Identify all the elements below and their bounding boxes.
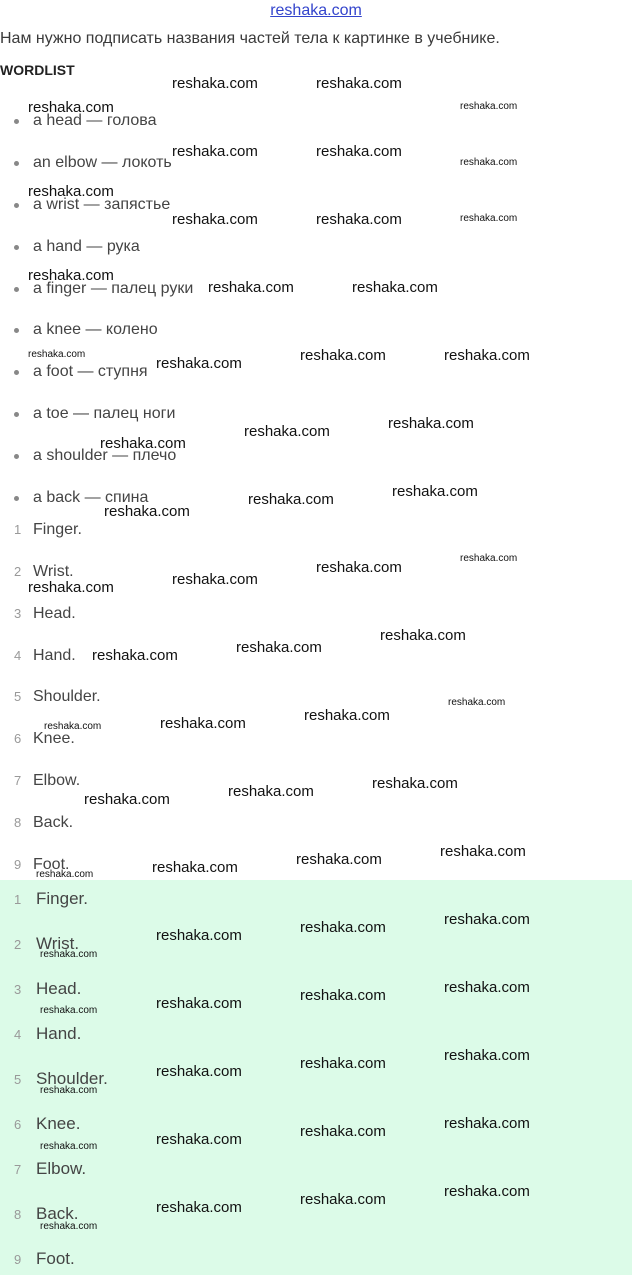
bullet-icon: [14, 161, 19, 166]
bullet-icon: [14, 287, 19, 292]
watermark: reshaka.com: [172, 75, 258, 92]
watermark: reshaka.com: [444, 911, 530, 928]
wordlist-heading: WORDLIST: [0, 62, 75, 78]
watermark: reshaka.com: [228, 783, 314, 800]
watermark: reshaka.com: [156, 1063, 242, 1080]
wordlist-item: a wrist — запястье: [14, 196, 170, 214]
wordlist-item: a finger — палец руки: [14, 280, 193, 298]
wordlist-item: a foot — ступня: [14, 363, 148, 381]
watermark: reshaka.com: [100, 435, 186, 452]
watermark: reshaka.com: [156, 927, 242, 944]
watermark: reshaka.com: [372, 775, 458, 792]
highlighted-answer-item: 5 Shoulder.: [14, 1069, 108, 1088]
watermark: reshaka.com: [172, 571, 258, 588]
watermark: reshaka.com: [300, 919, 386, 936]
watermark: reshaka.com: [300, 1123, 386, 1140]
watermark: reshaka.com: [444, 1183, 530, 1200]
answer-item: 3 Head.: [14, 605, 76, 622]
watermark: reshaka.com: [448, 697, 506, 708]
watermark: reshaka.com: [300, 347, 386, 364]
highlighted-answer-item: 7 Elbow.: [14, 1159, 87, 1178]
wordlist-item: a back — спина: [14, 489, 148, 507]
wordlist-item: a knee — колено: [14, 321, 158, 339]
watermark: reshaka.com: [28, 267, 114, 284]
watermark: reshaka.com: [300, 987, 386, 1004]
watermark: reshaka.com: [316, 559, 402, 576]
watermark: reshaka.com: [160, 715, 246, 732]
answer-item: 2 Wrist.: [14, 563, 74, 580]
watermark: reshaka.com: [156, 1131, 242, 1148]
watermark: reshaka.com: [444, 979, 530, 996]
watermark: reshaka.com: [300, 1191, 386, 1208]
watermark: reshaka.com: [244, 423, 330, 440]
wordlist-item: a toe — палец ноги: [14, 405, 175, 423]
watermark: reshaka.com: [300, 1055, 386, 1072]
watermark: reshaka.com: [304, 707, 390, 724]
wordlist-item: a head — голова: [14, 112, 157, 130]
bullet-icon: [14, 245, 19, 250]
watermark: reshaka.com: [40, 949, 98, 960]
watermark: reshaka.com: [28, 579, 114, 596]
watermark: reshaka.com: [156, 355, 242, 372]
watermark: reshaka.com: [28, 183, 114, 200]
watermark: reshaka.com: [444, 1115, 530, 1132]
site-title-link[interactable]: reshaka.com: [270, 2, 362, 19]
watermark: reshaka.com: [40, 1085, 98, 1096]
highlighted-answer-item: 9 Foot.: [14, 1249, 75, 1268]
answer-item: 1 Finger.: [14, 521, 82, 538]
answer-item: 5 Shoulder.: [14, 688, 101, 705]
highlighted-answer-item: 8 Back.: [14, 1204, 79, 1223]
watermark: reshaka.com: [380, 627, 466, 644]
watermark: reshaka.com: [440, 843, 526, 860]
watermark: reshaka.com: [44, 721, 102, 732]
watermark: reshaka.com: [36, 869, 94, 880]
answer-item: 7 Elbow.: [14, 772, 81, 789]
highlighted-answer-item: 6 Knee.: [14, 1114, 81, 1133]
highlighted-answer-item: 4 Hand.: [14, 1024, 82, 1043]
wordlist-item: an elbow — локоть: [14, 154, 172, 172]
watermark: reshaka.com: [352, 279, 438, 296]
bullet-icon: [14, 496, 19, 501]
bullet-icon: [14, 454, 19, 459]
watermark: reshaka.com: [208, 279, 294, 296]
watermark: reshaka.com: [392, 483, 478, 500]
watermark: reshaka.com: [40, 1141, 98, 1152]
wordlist-item: a shoulder — плечо: [14, 447, 176, 465]
watermark: reshaka.com: [444, 347, 530, 364]
watermark: reshaka.com: [316, 143, 402, 160]
highlighted-answer-item: 2 Wrist.: [14, 934, 80, 953]
bullet-icon: [14, 203, 19, 208]
watermark: reshaka.com: [172, 143, 258, 160]
highlighted-answer-item: 1 Finger.: [14, 889, 88, 908]
watermark: reshaka.com: [460, 213, 518, 224]
watermark: reshaka.com: [28, 349, 86, 360]
bullet-icon: [14, 328, 19, 333]
answer-item: 8 Back.: [14, 814, 74, 831]
bullet-icon: [14, 412, 19, 417]
watermark: reshaka.com: [40, 1221, 98, 1232]
highlighted-answer-item: 3 Head.: [14, 979, 82, 998]
answer-item: 6 Knee.: [14, 730, 75, 747]
wordlist-item: a hand — рука: [14, 238, 140, 256]
watermark: reshaka.com: [444, 1047, 530, 1064]
answer-item: 9 Foot.: [14, 856, 70, 873]
watermark: reshaka.com: [248, 491, 334, 508]
watermark: reshaka.com: [40, 1005, 98, 1016]
watermark: reshaka.com: [460, 553, 518, 564]
watermark: reshaka.com: [316, 75, 402, 92]
watermark: reshaka.com: [28, 99, 114, 116]
answer-item: 4 Hand.: [14, 647, 76, 664]
watermark: reshaka.com: [460, 101, 518, 112]
watermark: reshaka.com: [156, 995, 242, 1012]
watermark: reshaka.com: [84, 791, 170, 808]
bullet-icon: [14, 370, 19, 375]
bullet-icon: [14, 119, 19, 124]
watermark: reshaka.com: [316, 211, 402, 228]
watermark: reshaka.com: [172, 211, 258, 228]
intro-text: Нам нужно подписать названия частей тела к картинке в учебнике.: [0, 30, 500, 47]
watermark: reshaka.com: [104, 503, 190, 520]
watermark: reshaka.com: [92, 647, 178, 664]
watermark: reshaka.com: [152, 859, 238, 876]
watermark: reshaka.com: [460, 157, 518, 168]
watermark: reshaka.com: [388, 415, 474, 432]
watermark: reshaka.com: [296, 851, 382, 868]
watermark: reshaka.com: [156, 1199, 242, 1216]
watermark: reshaka.com: [236, 639, 322, 656]
